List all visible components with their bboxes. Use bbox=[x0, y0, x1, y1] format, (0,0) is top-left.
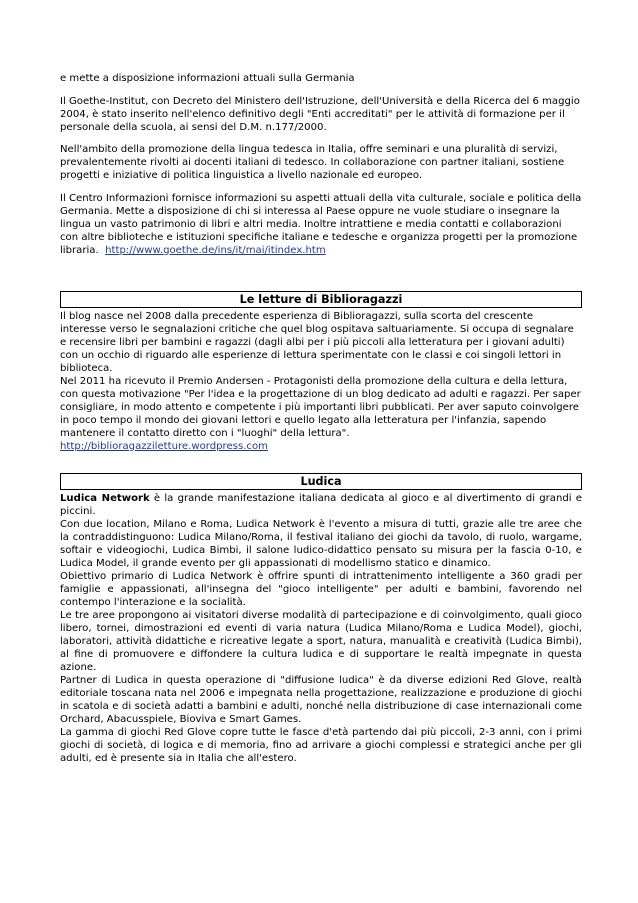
ludica-network-bold: Ludica Network bbox=[60, 492, 150, 504]
goethe-paragraph-3-text: Il Centro Informazioni fornisce informazioni su aspetti attuali della vita culturale, sociale e politica della Germania. Mette a disposizione di chi si interessa al Paese oppure ne vuole studiare o insegnare la lingua un vasto patrimonio di libri e altri media. Inoltre intrattiene e media contatti e collaborazioni con altre biblioteche e istituzioni specifiche italiane e tedesche e organizza progetti per la promozione libraria. bbox=[60, 192, 582, 256]
goethe-paragraph-3 bbox=[60, 192, 582, 257]
document-page bbox=[60, 72, 582, 765]
ludica-paragraph-6: La gamma di giochi Red Glove copre tutte le fasce d'età partendo dai più piccoli, 2-3 anni, con i primi giochi di società, di logica e di memoria, fino ad arrivare a giochi complessi e strategici anche per gli adulti, ed è presente sia in Italia che all'estero. bbox=[60, 726, 582, 764]
goethe-paragraph-1: Il Goethe-Institut, con Decreto del Ministero dell'Istruzione, dell'Università e della Ricerca del 6 maggio 2004, è stato inserito nell'elenco definitivo degli "Enti accreditati" per le attività di formazione per il personale della scuola, ai sensi del D.M. n.177/2000. bbox=[60, 95, 580, 133]
ludica-section bbox=[60, 492, 582, 765]
goethe-link[interactable]: http://www.goethe.de/ins/it/mai/itindex.htm bbox=[105, 244, 326, 256]
section-title-ludica: Ludica bbox=[60, 473, 582, 490]
ludica-paragraph-5: Partner di Ludica in questa operazione di "diffusione ludica" è da diverse edizioni Red Glove, realtà editoriale toscana nata nel 2006 e impegnata nella progettazione, realizzazione e produzione di giochi in scatola e di società adatti a bambini e adulti, nonché nella distribuzione di case internazionali come Orchard, Abacusspiele, Bioviva e Smart Games. bbox=[60, 674, 582, 725]
biblioragazzi-paragraph-2: Nel 2011 ha ricevuto il Premio Andersen - Protagonisti della promozione della cultura e della lettura, con questa motivazione "Per l'idea e la progettazione di un blog dedicato ad adulti e ragazzi. Per saper consigliare, in modo attento e competente i più importanti libri pubblicati. Per aver saputo coinvolgere in poco tempo il mondo dei giovani lettori e quello legato alla letteratura per l'infanzia, sapendo mantenere il contatto diretto con i "luoghi" della lettura". bbox=[60, 375, 581, 439]
ludica-paragraph-1 bbox=[60, 492, 582, 518]
ludica-paragraph-3: Obiettivo primario di Ludica Network è offrire spunti di intrattenimento intelligente a 360 gradi per famiglie e appassionati, all'insegna del "gioco intelligente" per adulti e bambini, favorendo nel contempo l'interazione e la socialità. bbox=[60, 570, 582, 608]
biblioragazzi-paragraph-1: Il blog nasce nel 2008 dalla precedente esperienza di Biblioragazzi, sulla scorta del crescente interesse verso le segnalazioni critiche che quel blog ospitava saltuariamente. Si occupa di segnalare e recensire libri per bambini e ragazzi (dagli albi per i più piccoli alla letteratura per i giovani adulti) con un occhio di riguardo alle esperienze di lettura sperimentate con le classi e coi singoli lettori in biblioteca. bbox=[60, 310, 574, 374]
biblioragazzi-section bbox=[60, 310, 582, 453]
goethe-paragraph-2: Nell'ambito della promozione della lingua tedesca in Italia, offre seminari e una pluralità di servizi, prevalentemente rivolti ai docenti italiani di tedesco. In collaborazione con partner italiani, sostiene progetti e iniziative di politica linguistica a livello nazionale ed europeo. bbox=[60, 144, 565, 181]
biblioragazzi-link[interactable]: http://biblioragazziletture.wordpress.com bbox=[60, 440, 268, 452]
ludica-paragraph-1-text: è la grande manifestazione italiana dedicata al gioco e al divertimento di grandi e piccini. bbox=[60, 492, 582, 517]
section-title-biblioragazzi: Le letture di Biblioragazzi bbox=[60, 291, 582, 308]
goethe-paragraph-0: e mette a disposizione informazioni attuali sulla Germania bbox=[60, 73, 355, 84]
ludica-paragraph-2: Con due location, Milano e Roma, Ludica Network è l'evento a misura di tutti, grazie alle tre aree che la contraddistinguono: Ludica Milano/Roma, il festival italiano dei giochi da tavolo, di ruolo, wargame, softair e videogiochi, Ludica Bimbi, il salone ludico-didattico pensato su misura per la fascia 0-10, e Ludica Model, il grande evento per gli appassionati di modellismo statico e dinamico. bbox=[60, 518, 582, 569]
ludica-paragraph-4: Le tre aree propongono ai visitatori diverse modalità di partecipazione e di coinvolgimento, quali gioco libero, tornei, dimostrazioni ed eventi di varia natura (Ludica Milano/Roma e Ludica Model), giochi, laboratori, attività didattiche e ricreative legate a sport, natura, manualità e creatività (Ludica Bimbi), al fine di promuovere e diffondere la cultura ludica e di supportare le realtà impegnate in questa azione. bbox=[60, 609, 582, 673]
